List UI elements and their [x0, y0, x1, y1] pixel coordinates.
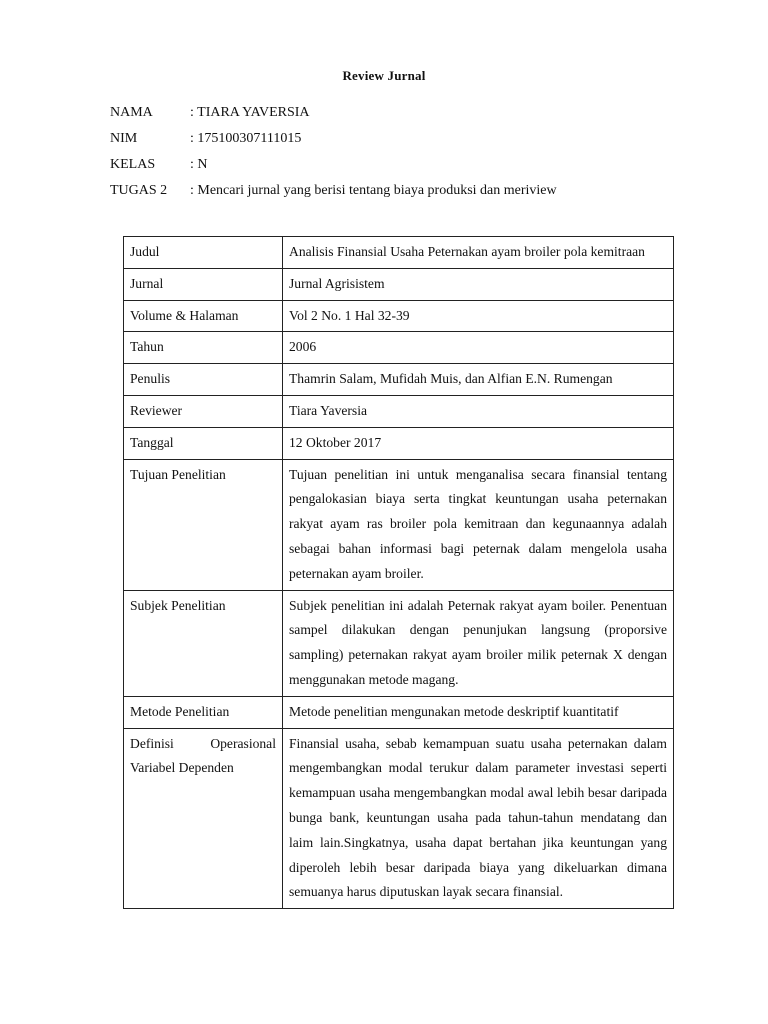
table-row-volume [124, 300, 674, 332]
table-row-jurnal [124, 268, 674, 300]
row-value: 12 Oktober 2017 [283, 427, 674, 459]
row-label: Metode Penelitian [124, 696, 283, 728]
row-label: Reviewer [124, 395, 283, 427]
review-table [123, 236, 674, 909]
row-label: Jurnal [124, 268, 283, 300]
info-row-tugas [110, 181, 557, 201]
info-label: KELAS [110, 157, 156, 172]
info-label: NIM [110, 131, 138, 146]
row-label: Penulis [124, 364, 283, 396]
row-value: Thamrin Salam, Mufidah Muis, dan Alfian E.N. Rumengan [283, 364, 674, 396]
table-row-subjek [124, 590, 674, 696]
info-value: : Mencari jurnal yang berisi tentang biaya produksi dan meriview [190, 183, 557, 198]
row-label: Volume & Halaman [124, 300, 283, 332]
row-value: Jurnal Agrisistem [283, 268, 674, 300]
row-label: Tujuan Penelitian [124, 459, 283, 590]
row-label: Judul [124, 237, 283, 269]
info-row-nama [110, 103, 310, 123]
row-value: Subjek penelitian ini adalah Peternak rakyat ayam boiler. Penentuan sampel dilakukan dengan penunjukan langsung (proporsive sampling) peternakan rakyat ayam broiler milik peternak X dengan menggunakan metode magang. [283, 590, 674, 696]
row-value: Analisis Finansial Usaha Peternakan ayam broiler pola kemitraan [283, 237, 674, 269]
row-value: Vol 2 No. 1 Hal 32-39 [283, 300, 674, 332]
table-row-tujuan [124, 459, 674, 590]
info-label: NAMA [110, 105, 153, 120]
table-row-definisi [124, 728, 674, 909]
table-row-penulis [124, 364, 674, 396]
info-label: TUGAS 2 [110, 183, 168, 198]
info-row-nim [110, 129, 301, 149]
row-value: Metode penelitian mengunakan metode deskriptif kuantitatif [283, 696, 674, 728]
row-value: Finansial usaha, sebab kemampuan suatu usaha peternakan dalam mengembangkan modal terukur dalam parameter investasi seperti kemampuan usaha mengembangkan modal awal lebih besar daripada bunga bank, keuntungan usaha pada tahun-tahun mendatang dan laim lain.Singkatnya, usaha dapat bertahan jika keuntungan yang diperoleh lebih besar daripada biaya yang dikeluarkan dimana semuanya harus diputuskan layak secara finansial. [283, 728, 674, 909]
table-row-tanggal [124, 427, 674, 459]
info-row-kelas [110, 155, 208, 175]
table-row-metode [124, 696, 674, 728]
info-value: : 175100307111015 [190, 131, 302, 146]
info-value: : TIARA YAVERSIA [190, 105, 310, 120]
row-label: Subjek Penelitian [124, 590, 283, 696]
table-row-tahun [124, 332, 674, 364]
table-row-judul [124, 237, 674, 269]
page-title: Review Jurnal [342, 68, 426, 83]
row-label: Definisi Operasional Variabel Dependen [124, 728, 283, 909]
row-value: Tujuan penelitian ini untuk menganalisa secara finansial tentang pengalokasian biaya serta tingkat keuntungan usaha peternakan rakyat ayam ras broiler pola kemitraan dan kegunaannya adalah sebagai bahan informasi bagi peternak dalam mengelola usaha peternakan ayam broiler. [283, 459, 674, 590]
row-label: Tahun [124, 332, 283, 364]
row-value: Tiara Yaversia [283, 395, 674, 427]
info-value: : N [190, 157, 208, 172]
row-label: Tanggal [124, 427, 283, 459]
table-row-reviewer [124, 395, 674, 427]
row-value: 2006 [283, 332, 674, 364]
